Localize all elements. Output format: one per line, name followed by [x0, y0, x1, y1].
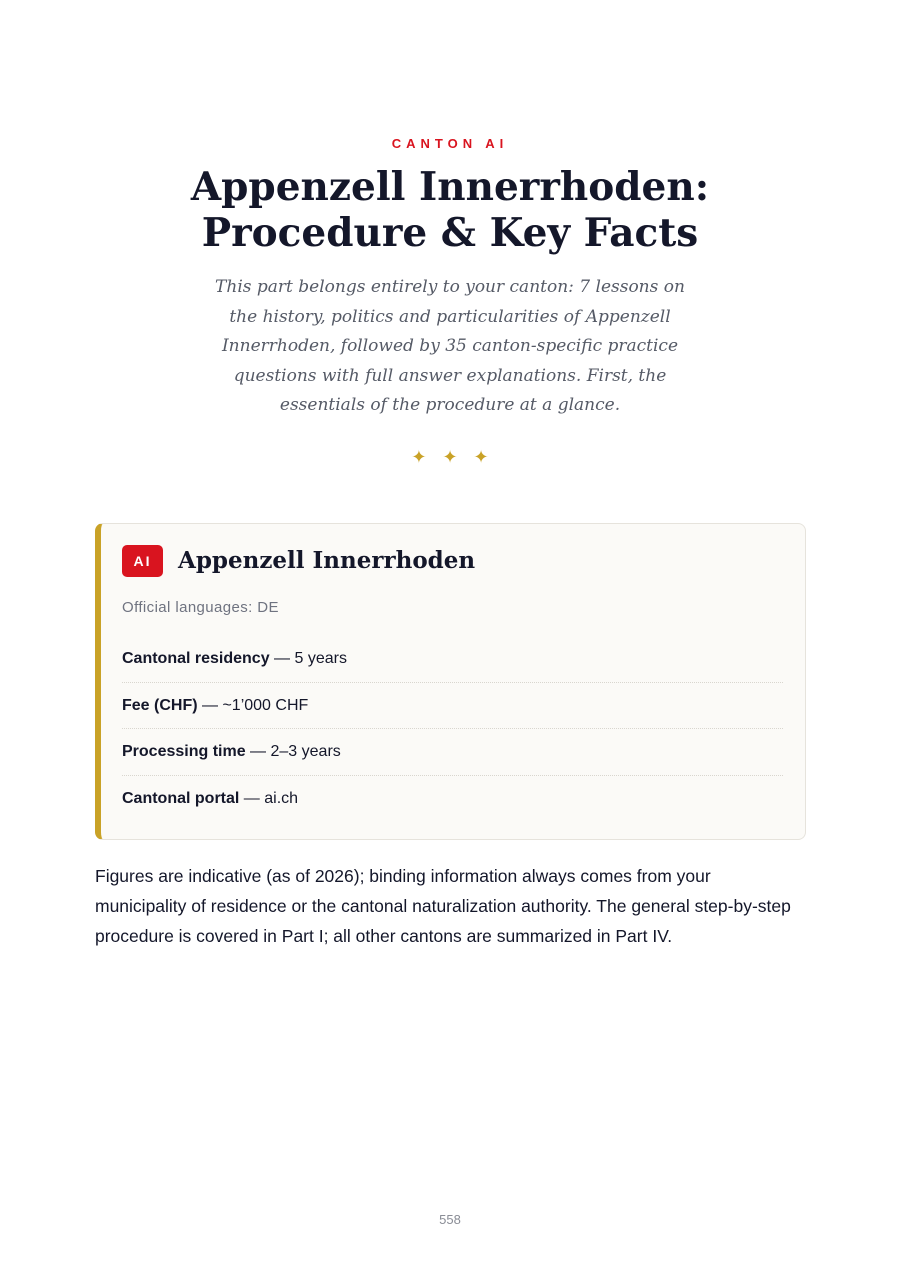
star-ornament-icon: ✦✦✦	[411, 447, 505, 467]
page-number: 558	[439, 1212, 461, 1227]
fact-separator: —	[197, 696, 223, 714]
fact-label: Cantonal portal	[122, 789, 240, 807]
fact-label: Fee (CHF)	[122, 696, 198, 714]
fact-separator: —	[269, 650, 295, 667]
canton-facts-card	[95, 523, 806, 840]
fact-row-processing-time	[122, 729, 783, 776]
facts-list	[122, 636, 783, 821]
canton-eyebrow: CANTON AI	[391, 136, 509, 151]
canton-badge: AI	[122, 545, 163, 577]
footnote-paragraph: Figures are indicative (as of 2026); binding information always comes from your municipality of residence or the cantonal naturalization authority. The general step-by-step procedure is covered in Part I; all other cantons are summarized in Part IV.	[95, 866, 791, 946]
official-languages: Official languages: DE	[122, 599, 279, 616]
fact-row-portal	[122, 776, 783, 822]
page-title-line-2: Procedure & Key Facts	[201, 210, 699, 256]
fact-separator: —	[239, 789, 265, 807]
fact-value: ~1’000 CHF	[222, 696, 309, 714]
fact-label: Processing time	[122, 743, 246, 760]
fact-row-residency	[122, 636, 783, 683]
fact-label: Cantonal residency	[122, 650, 270, 667]
fact-value: ai.ch	[264, 789, 299, 807]
fact-value: 5 years	[294, 650, 347, 667]
card-title: Appenzell Innerrhoden	[178, 547, 476, 574]
fact-value: 2–3 years	[270, 743, 341, 760]
page-title	[100, 164, 800, 256]
intro-paragraph: This part belongs entirely to your canton: 7 lessons on the history, politics and particularities of Appenzell Innerrhoden, followed by 35 canton-specific practice questions with full answer explanations. First, the essentials of the procedure at a glance.	[215, 277, 685, 415]
page-title-line-1: Appenzell Innerrhoden:	[190, 164, 710, 210]
fact-separator: —	[245, 743, 271, 760]
fact-row-fee	[122, 683, 783, 730]
